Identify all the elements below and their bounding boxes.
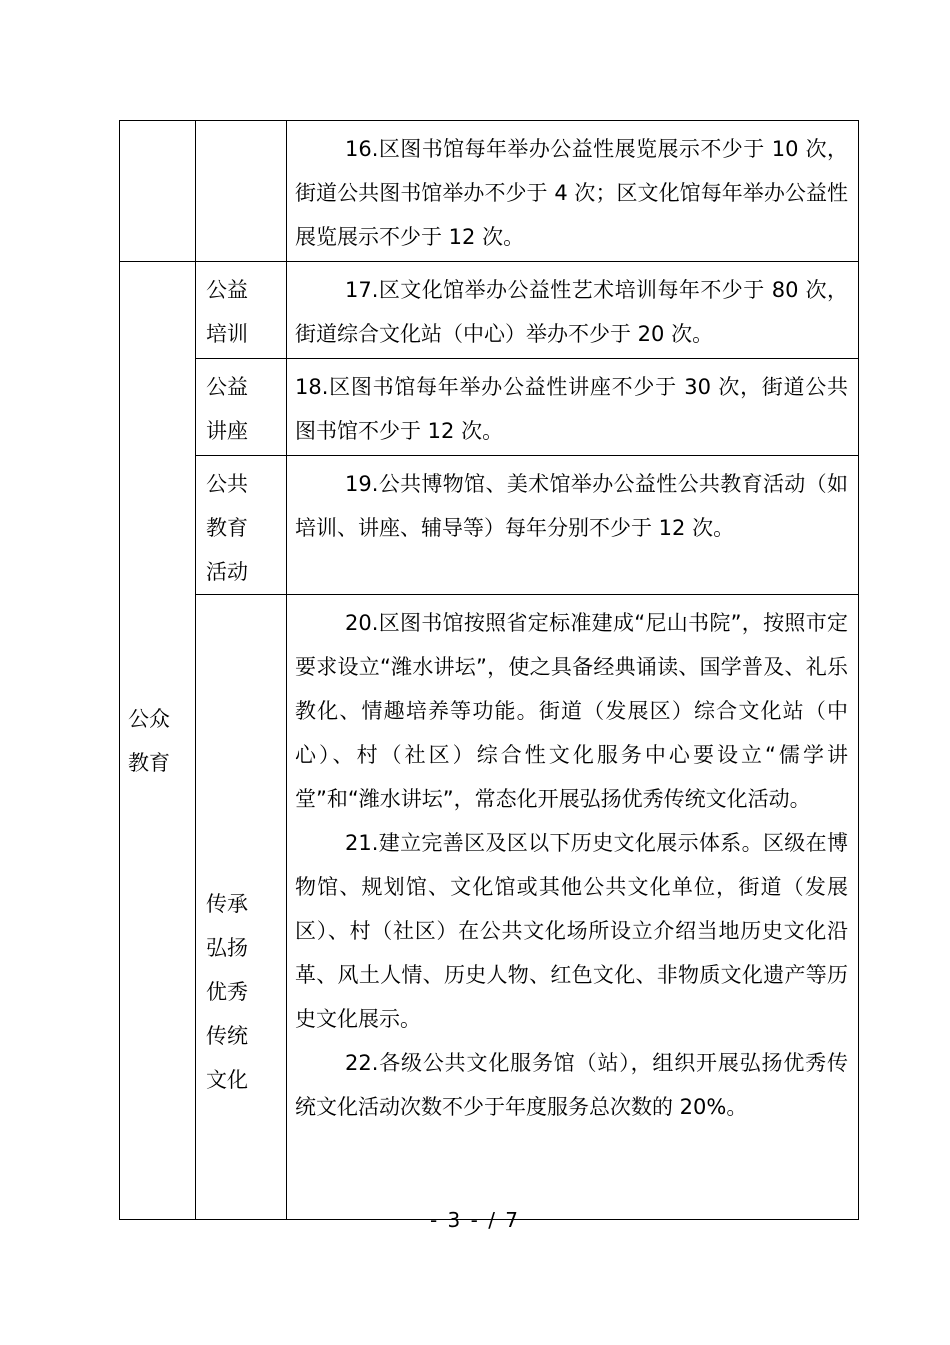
content-cell — [287, 121, 859, 262]
subcategory-label: 文化 — [206, 1068, 248, 1092]
subcategory-label: 培训 — [206, 322, 248, 346]
table-row — [120, 359, 859, 456]
subcategory-cell — [196, 456, 287, 595]
item-paragraph: 20.区图书馆按照省定标准建成“尼山书院”，按照市定要求设立“潍水讲坛”，使之具备经典诵读、国学普及、礼乐教化、情趣培养等功能。街道（发展区）综合文化站（中心）、村（社区）综合性文化服务中心要设立“儒学讲堂”和“潍水讲坛”，常态化开展弘扬优秀传统文化活动。 — [295, 611, 848, 811]
subcategory-cell — [196, 595, 287, 1220]
table-row — [120, 595, 859, 1220]
content-cell — [287, 595, 859, 1220]
subcategory-label: 传统 — [206, 1024, 248, 1048]
category-cell — [120, 262, 196, 1220]
subcategory-label: 优秀 — [206, 980, 248, 1004]
subcategory-label: 活动 — [206, 560, 248, 584]
subcategory-label: 公益 — [206, 375, 248, 399]
subcategory-cell-empty — [196, 121, 287, 262]
item-paragraph: 21.建立完善区及区以下历史文化展示体系。区级在博物馆、规划馆、文化馆或其他公共文化单位，街道（发展区）、村（社区）在公共文化场所设立介绍当地历史文化沿革、风土人情、历史人物、红色文化、非物质文化遗产等历史文化展示。 — [295, 831, 848, 1031]
subcategory-label: 弘扬 — [206, 936, 248, 960]
subcategory-cell — [196, 262, 287, 359]
subcategory-label: 公共 — [206, 472, 248, 496]
subcategory-label: 传承 — [206, 892, 248, 916]
table-row — [120, 121, 859, 262]
item-paragraph: 18.区图书馆每年举办公益性讲座不少于 30 次，街道公共图书馆不少于 12 次。 — [295, 375, 848, 443]
item-paragraph: 16.区图书馆每年举办公益性展览展示不少于 10 次，街道公共图书馆举办不少于 4 次；区文化馆每年举办公益性展览展示不少于 12 次。 — [295, 137, 848, 249]
category-label: 教育 — [128, 750, 170, 775]
content-cell — [287, 456, 859, 595]
subcategory-cell — [196, 359, 287, 456]
item-paragraph: 17.区文化馆举办公益性艺术培训每年不少于 80 次，街道综合文化站（中心）举办不少于 20 次。 — [295, 278, 848, 346]
item-paragraph: 19.公共博物馆、美术馆举办公益性公共教育活动（如培训、讲座、辅导等）每年分别不少于 12 次。 — [295, 472, 848, 540]
content-cell — [287, 262, 859, 359]
subcategory-label: 公益 — [206, 278, 248, 302]
page-number: - 3 - / 7 — [429, 1208, 521, 1232]
subcategory-label: 教育 — [206, 516, 248, 540]
item-paragraph: 22.各级公共文化服务馆（站），组织开展弘扬优秀传统文化活动次数不少于年度服务总次数的 20%。 — [295, 1051, 848, 1119]
table-row — [120, 456, 859, 595]
category-label: 公众 — [128, 706, 170, 731]
subcategory-label: 讲座 — [206, 419, 248, 443]
category-cell-empty — [120, 121, 196, 262]
content-cell — [287, 359, 859, 456]
standards-table — [119, 120, 859, 1220]
table-row — [120, 262, 859, 359]
